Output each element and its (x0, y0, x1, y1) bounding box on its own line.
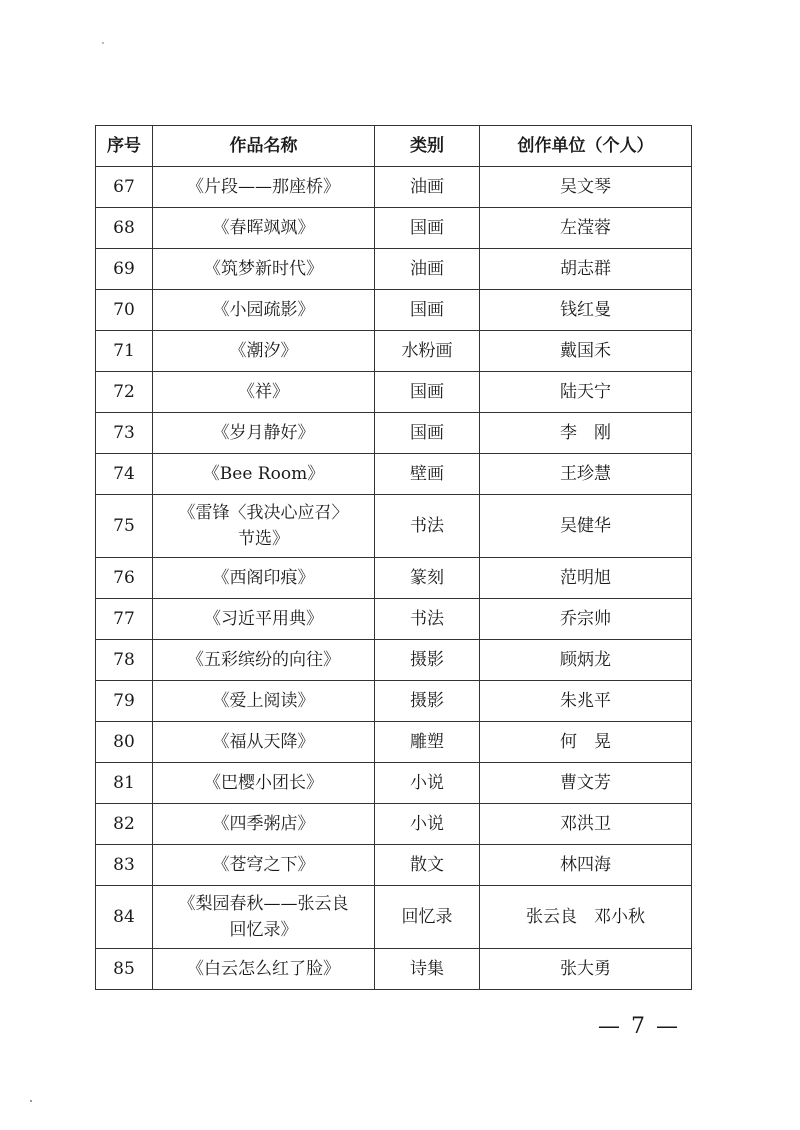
table-row (96, 640, 692, 681)
cell-no: 76 (96, 558, 153, 599)
table-row (96, 454, 692, 495)
scan-speck (30, 1100, 32, 1102)
cell-creator: 乔宗帅 (480, 599, 692, 640)
cell-no: 71 (96, 331, 153, 372)
table-row (96, 763, 692, 804)
cell-no: 84 (96, 886, 153, 949)
table-row (96, 372, 692, 413)
cell-title: 《白云怎么红了脸》 (153, 949, 375, 990)
cell-no: 81 (96, 763, 153, 804)
cell-title (153, 886, 375, 949)
cell-no: 73 (96, 413, 153, 454)
cell-creator: 钱红曼 (480, 290, 692, 331)
cell-creator: 胡志群 (480, 249, 692, 290)
page-number: — 7 — (598, 1014, 680, 1039)
cell-title: 《爱上阅读》 (153, 681, 375, 722)
cell-creator: 王珍慧 (480, 454, 692, 495)
table-row (96, 804, 692, 845)
cell-no: 79 (96, 681, 153, 722)
cell-creator: 吴文琴 (480, 167, 692, 208)
cell-creator: 曹文芳 (480, 763, 692, 804)
cell-category: 回忆录 (375, 886, 480, 949)
cell-creator: 李 刚 (480, 413, 692, 454)
cell-title: 《筑梦新时代》 (153, 249, 375, 290)
cell-title: 《习近平用典》 (153, 599, 375, 640)
table-row (96, 886, 692, 949)
table-row (96, 413, 692, 454)
cell-no: 83 (96, 845, 153, 886)
cell-creator: 陆天宁 (480, 372, 692, 413)
cell-category: 摄影 (375, 640, 480, 681)
cell-category: 书法 (375, 495, 480, 558)
cell-title: 《潮汐》 (153, 331, 375, 372)
cell-creator: 何 晃 (480, 722, 692, 763)
table-row (96, 208, 692, 249)
cell-category: 国画 (375, 290, 480, 331)
cell-creator: 戴国禾 (480, 331, 692, 372)
cell-title: 《Bee Room》 (153, 454, 375, 495)
cell-title: 《春晖飒飒》 (153, 208, 375, 249)
cell-no: 74 (96, 454, 153, 495)
cell-creator: 吴健华 (480, 495, 692, 558)
cell-creator: 范明旭 (480, 558, 692, 599)
table-row (96, 722, 692, 763)
cell-title: 《巴樱小团长》 (153, 763, 375, 804)
cell-title-line2: 回忆录》 (229, 920, 298, 940)
cell-category: 小说 (375, 804, 480, 845)
cell-title: 《五彩缤纷的向往》 (153, 640, 375, 681)
table-header-row (96, 126, 692, 167)
table-row (96, 167, 692, 208)
cell-creator: 顾炳龙 (480, 640, 692, 681)
cell-category: 水粉画 (375, 331, 480, 372)
cell-no: 72 (96, 372, 153, 413)
header-title: 作品名称 (153, 126, 375, 167)
cell-creator: 朱兆平 (480, 681, 692, 722)
cell-title: 《小园疏影》 (153, 290, 375, 331)
cell-title: 《片段——那座桥》 (153, 167, 375, 208)
cell-creator: 张大勇 (480, 949, 692, 990)
cell-category: 国画 (375, 372, 480, 413)
cell-category: 书法 (375, 599, 480, 640)
works-table (95, 125, 692, 990)
cell-creator: 林四海 (480, 845, 692, 886)
cell-no: 77 (96, 599, 153, 640)
table-row (96, 495, 692, 558)
table-row (96, 681, 692, 722)
cell-no: 78 (96, 640, 153, 681)
cell-category: 国画 (375, 413, 480, 454)
cell-no: 68 (96, 208, 153, 249)
cell-no: 85 (96, 949, 153, 990)
cell-title (153, 495, 375, 558)
header-no: 序号 (96, 126, 153, 167)
cell-no: 70 (96, 290, 153, 331)
table-row (96, 558, 692, 599)
header-creator: 创作单位（个人） (480, 126, 692, 167)
table-row (96, 290, 692, 331)
cell-title: 《岁月静好》 (153, 413, 375, 454)
cell-category: 篆刻 (375, 558, 480, 599)
table-row (96, 249, 692, 290)
cell-no: 82 (96, 804, 153, 845)
cell-category: 雕塑 (375, 722, 480, 763)
table-row (96, 599, 692, 640)
cell-no: 69 (96, 249, 153, 290)
header-category: 类别 (375, 126, 480, 167)
cell-title-line1: 《梨园春秋——张云良 (178, 894, 349, 914)
cell-title: 《福从天降》 (153, 722, 375, 763)
cell-no: 67 (96, 167, 153, 208)
table-row (96, 949, 692, 990)
cell-category: 散文 (375, 845, 480, 886)
cell-creator: 左滢蓉 (480, 208, 692, 249)
cell-creator: 邓洪卫 (480, 804, 692, 845)
cell-category: 油画 (375, 167, 480, 208)
cell-category: 油画 (375, 249, 480, 290)
works-table-container (95, 125, 691, 990)
cell-category: 壁画 (375, 454, 480, 495)
scan-speck (102, 42, 104, 44)
cell-category: 诗集 (375, 949, 480, 990)
cell-title: 《苍穹之下》 (153, 845, 375, 886)
cell-creator: 张云良 邓小秋 (480, 886, 692, 949)
cell-no: 80 (96, 722, 153, 763)
cell-category: 国画 (375, 208, 480, 249)
cell-title-line2: 节选》 (238, 529, 289, 549)
cell-category: 摄影 (375, 681, 480, 722)
table-row (96, 845, 692, 886)
cell-title: 《祥》 (153, 372, 375, 413)
cell-no: 75 (96, 495, 153, 558)
table-row (96, 331, 692, 372)
cell-title: 《西阁印痕》 (153, 558, 375, 599)
cell-title: 《四季粥店》 (153, 804, 375, 845)
cell-category: 小说 (375, 763, 480, 804)
cell-title-line1: 《雷锋〈我决心应召〉 (178, 503, 349, 523)
